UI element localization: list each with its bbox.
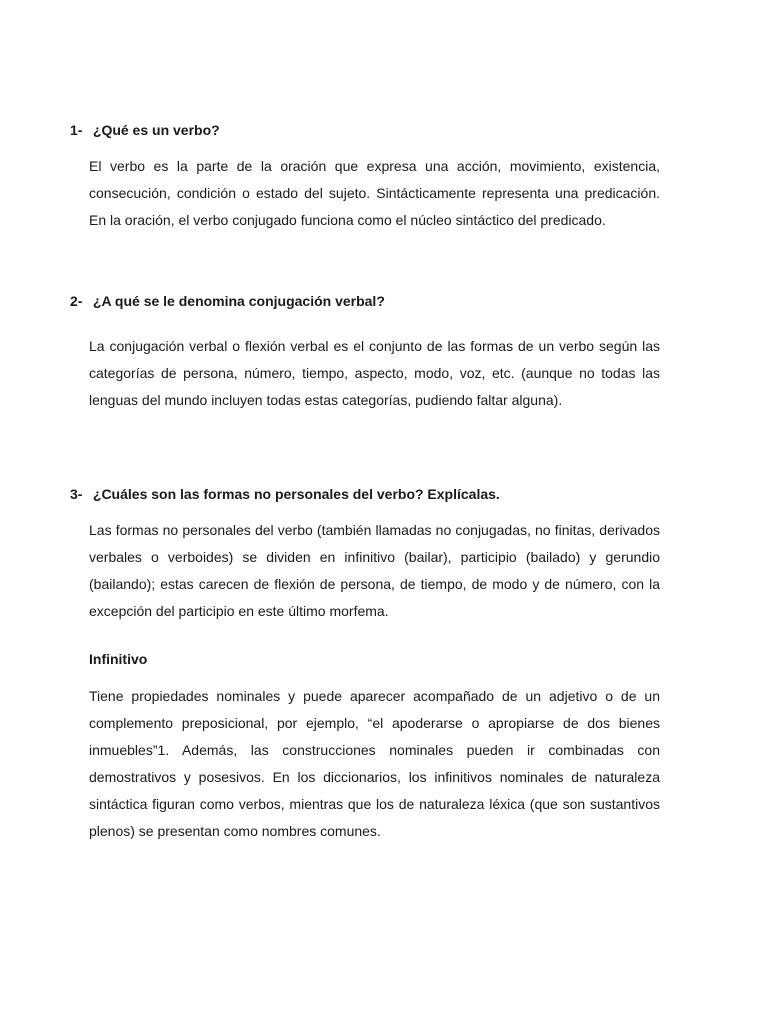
answer-1-paragraph: El verbo es la parte de la oración que expresa una acción, movimiento, existencia, consecución, condición o estado del sujeto. Sintácticamente representa una predicación. En la oración, el verbo conjugado funciona como el núcleo sintáctico del predicado. bbox=[89, 158, 660, 228]
infinitivo-paragraph: Tiene propiedades nominales y puede aparecer acompañado de un adjetivo o de un complemento preposicional, por ejemplo, “el apoderarse o apropiarse de dos bienes inmuebles”1. Además, las construcciones nominales pueden ir combinadas con demostrativos y posesivos. En los diccionarios, los infinitivos nominales de naturaleza sintáctica figuran como verbos, mientras que los de naturaleza léxica (que son sustantivos plenos) se presentan como nombres comunes. bbox=[89, 688, 660, 839]
question-1-heading bbox=[70, 121, 690, 139]
question-1-text: ¿Qué es un verbo? bbox=[92, 122, 220, 138]
question-2-heading bbox=[70, 292, 690, 310]
question-2-text: ¿A qué se le denomina conjugación verbal? bbox=[92, 293, 385, 309]
question-3-heading bbox=[70, 485, 690, 503]
answer-2-paragraph: La conjugación verbal o flexión verbal es el conjunto de las formas de un verbo según las categorías de persona, número, tiempo, aspecto, modo, voz, etc. (aunque no todas las lenguas del mundo incluyen todas estas categorías, pudiendo faltar alguna). bbox=[89, 338, 660, 408]
question-3-text: ¿Cuáles son las formas no personales del verbo? Explícalas. bbox=[92, 486, 500, 502]
question-3-number: 3- bbox=[70, 486, 83, 502]
question-2-number: 2- bbox=[70, 293, 83, 309]
answer-3-paragraph: Las formas no personales del verbo (también llamadas no conjugadas, no finitas, derivados verbales o verboides) se dividen en infinitivo (bailar), participio (bailado) y gerundio (bailando); estas carecen de flexión de persona, de tiempo, de modo y de número, con la excepción del participio en este último morfema. bbox=[89, 522, 660, 619]
infinitivo-subheading: Infinitivo bbox=[89, 651, 148, 667]
question-1-number: 1- bbox=[70, 122, 83, 138]
